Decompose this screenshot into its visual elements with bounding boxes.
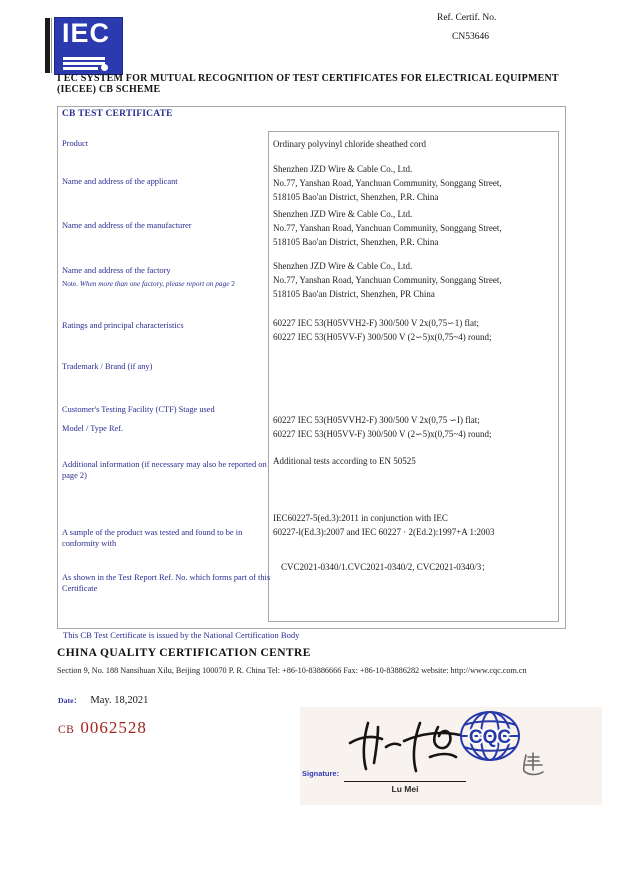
signature-label: Signature: xyxy=(302,769,340,778)
iec-logo-text: IEC xyxy=(62,18,111,48)
value-sample-conformity xyxy=(273,511,553,539)
iec-logo-line xyxy=(63,62,105,65)
value-model xyxy=(273,413,553,441)
handwritten-signature xyxy=(338,717,473,777)
label-model: Model / Type Ref. xyxy=(62,424,124,433)
scheme-title-line2: (IECEE) CB SCHEME xyxy=(57,84,161,95)
value-column-box xyxy=(268,131,559,622)
label-ctf-stage: Customer's Testing Facility (CTF) Stage used xyxy=(62,405,215,414)
value-line: No.77, Yanshan Road, Yanchuan Community, Songgang Street, xyxy=(273,275,502,285)
stamp-character-jian xyxy=(522,751,544,777)
label-ratings: Ratings and principal characteristics xyxy=(62,321,184,330)
value-line: 518105 Bao'an District, Shenzhen, PR China xyxy=(273,289,435,299)
cb-prefix: CB xyxy=(58,724,75,736)
value-line: 60227 IEC 53(H05VVH2-F) 300/500 V 2x(0,75∽1) flat; xyxy=(273,318,479,328)
signature-line xyxy=(344,781,466,782)
label-sample-conformity: A sample of the product was tested and found to be in conformity with xyxy=(62,528,243,548)
value-line: No.77, Yanshan Road, Yanchuan Community, Songgang Street, xyxy=(273,223,502,233)
factory-note-suffix: 2 xyxy=(231,279,235,288)
value-line: Shenzhen JZD Wire & Cable Co., Ltd. xyxy=(273,261,413,271)
value-line: IEC60227-5(ed.3):2011 in conjunction with IEC xyxy=(273,513,448,523)
scan-edge-line xyxy=(51,18,52,73)
value-factory xyxy=(273,259,553,301)
value-product xyxy=(273,137,553,151)
label-manufacturer: Name and address of the manufacturer xyxy=(62,221,192,230)
cb-number: 0062528 xyxy=(80,718,147,737)
ref-certif-label: Ref. Certif. No. xyxy=(437,13,497,23)
value-line: 518105 Bao'an District, Shenzhen, P.R. China xyxy=(273,237,439,247)
scheme-title xyxy=(57,73,562,95)
factory-note-prefix: Note. xyxy=(62,279,79,288)
ref-certif-number: CN53646 xyxy=(452,32,489,42)
iec-logo-line xyxy=(63,67,98,70)
label-product: Product xyxy=(62,139,89,148)
date-label: Date： xyxy=(58,696,82,705)
value-test-report xyxy=(273,560,553,574)
value-line: 60227 IEC 53(H05VV-F) 300/500 V (2∽5)x(0,75~4) round; xyxy=(273,429,492,439)
certification-body-address: Section 9, No. 188 Nansihuan Xilu, Beijing 100070 P. R. China Tel: +86-10-83886666 Fax: +86-10-83886282 website: http://www.cqc.com.cn xyxy=(57,666,527,675)
certificate-title: CB TEST CERTIFICATE xyxy=(62,109,173,119)
value-ratings xyxy=(273,316,553,344)
date-value: May. 18,2021 xyxy=(90,695,149,706)
cqc-logo-icon xyxy=(458,710,522,764)
label-trademark: Trademark / Brand (if any) xyxy=(62,362,153,371)
cb-number-row xyxy=(58,718,147,738)
value-line: Shenzhen JZD Wire & Cable Co., Ltd. xyxy=(273,164,413,174)
value-applicant xyxy=(273,162,553,204)
iec-logo-dot xyxy=(101,64,108,71)
value-line: CVC2021-0340/1.CVC2021-0340/2, CVC2021-0340/3； xyxy=(281,562,491,572)
label-applicant: Name and address of the applicant xyxy=(62,177,178,186)
factory-note-italic: When more than one factory, please report on page xyxy=(79,279,230,288)
value-manufacturer xyxy=(273,207,553,249)
certificate-table xyxy=(57,106,566,629)
label-factory: Name and address of the factory xyxy=(62,266,171,275)
value-line: Additional tests according to EN 50525 xyxy=(273,456,416,466)
value-line: Shenzhen JZD Wire & Cable Co., Ltd. xyxy=(273,209,413,219)
date-row xyxy=(58,695,148,706)
value-line: 60227 IEC 53(H05VVH2-F) 300/500 V 2x(0,75 ∽I) flat; xyxy=(273,415,480,425)
signature-panel xyxy=(300,707,602,805)
iec-logo-line xyxy=(63,57,105,60)
value-line: No.77, Yanshan Road, Yanchuan Community, Songgang Street, xyxy=(273,178,502,188)
scheme-title-line1: I EC SYSTEM FOR MUTUAL RECOGNITION OF TEST CERTIFICATES FOR ELECTRICAL EQUIPMENT xyxy=(57,73,559,84)
scan-edge-bar xyxy=(45,18,50,73)
label-additional-info: Additional information (if necessary may also be reported on page 2) xyxy=(62,460,267,480)
signatory-name: Lu Mei xyxy=(391,784,419,794)
certification-body-name: CHINA QUALITY CERTIFICATION CENTRE xyxy=(57,647,311,659)
value-line: 518105 Bao'an District, Shenzhen, P.R. China xyxy=(273,192,439,202)
cqc-logo-text: CQC xyxy=(468,727,512,748)
issued-note: This CB Test Certificate is issued by the National Certification Body xyxy=(63,630,300,640)
value-line: 60227-l(Ed.3):2007 and IEC 60227 · 2(Ed.2):1997+A 1:2003 xyxy=(273,527,495,537)
value-additional-info xyxy=(273,454,553,468)
value-line: 60227 IEC 53(H05VV-F) 300/500 V (2∽5)x(0,75~4) round; xyxy=(273,332,492,342)
label-test-report: As shown in the Test Report Ref. No. which forms part of this Certificate xyxy=(62,573,271,593)
value-line: Ordinary polyvinyl chloride sheathed cord xyxy=(273,139,426,149)
factory-note xyxy=(62,279,277,288)
iec-logo xyxy=(54,17,123,75)
